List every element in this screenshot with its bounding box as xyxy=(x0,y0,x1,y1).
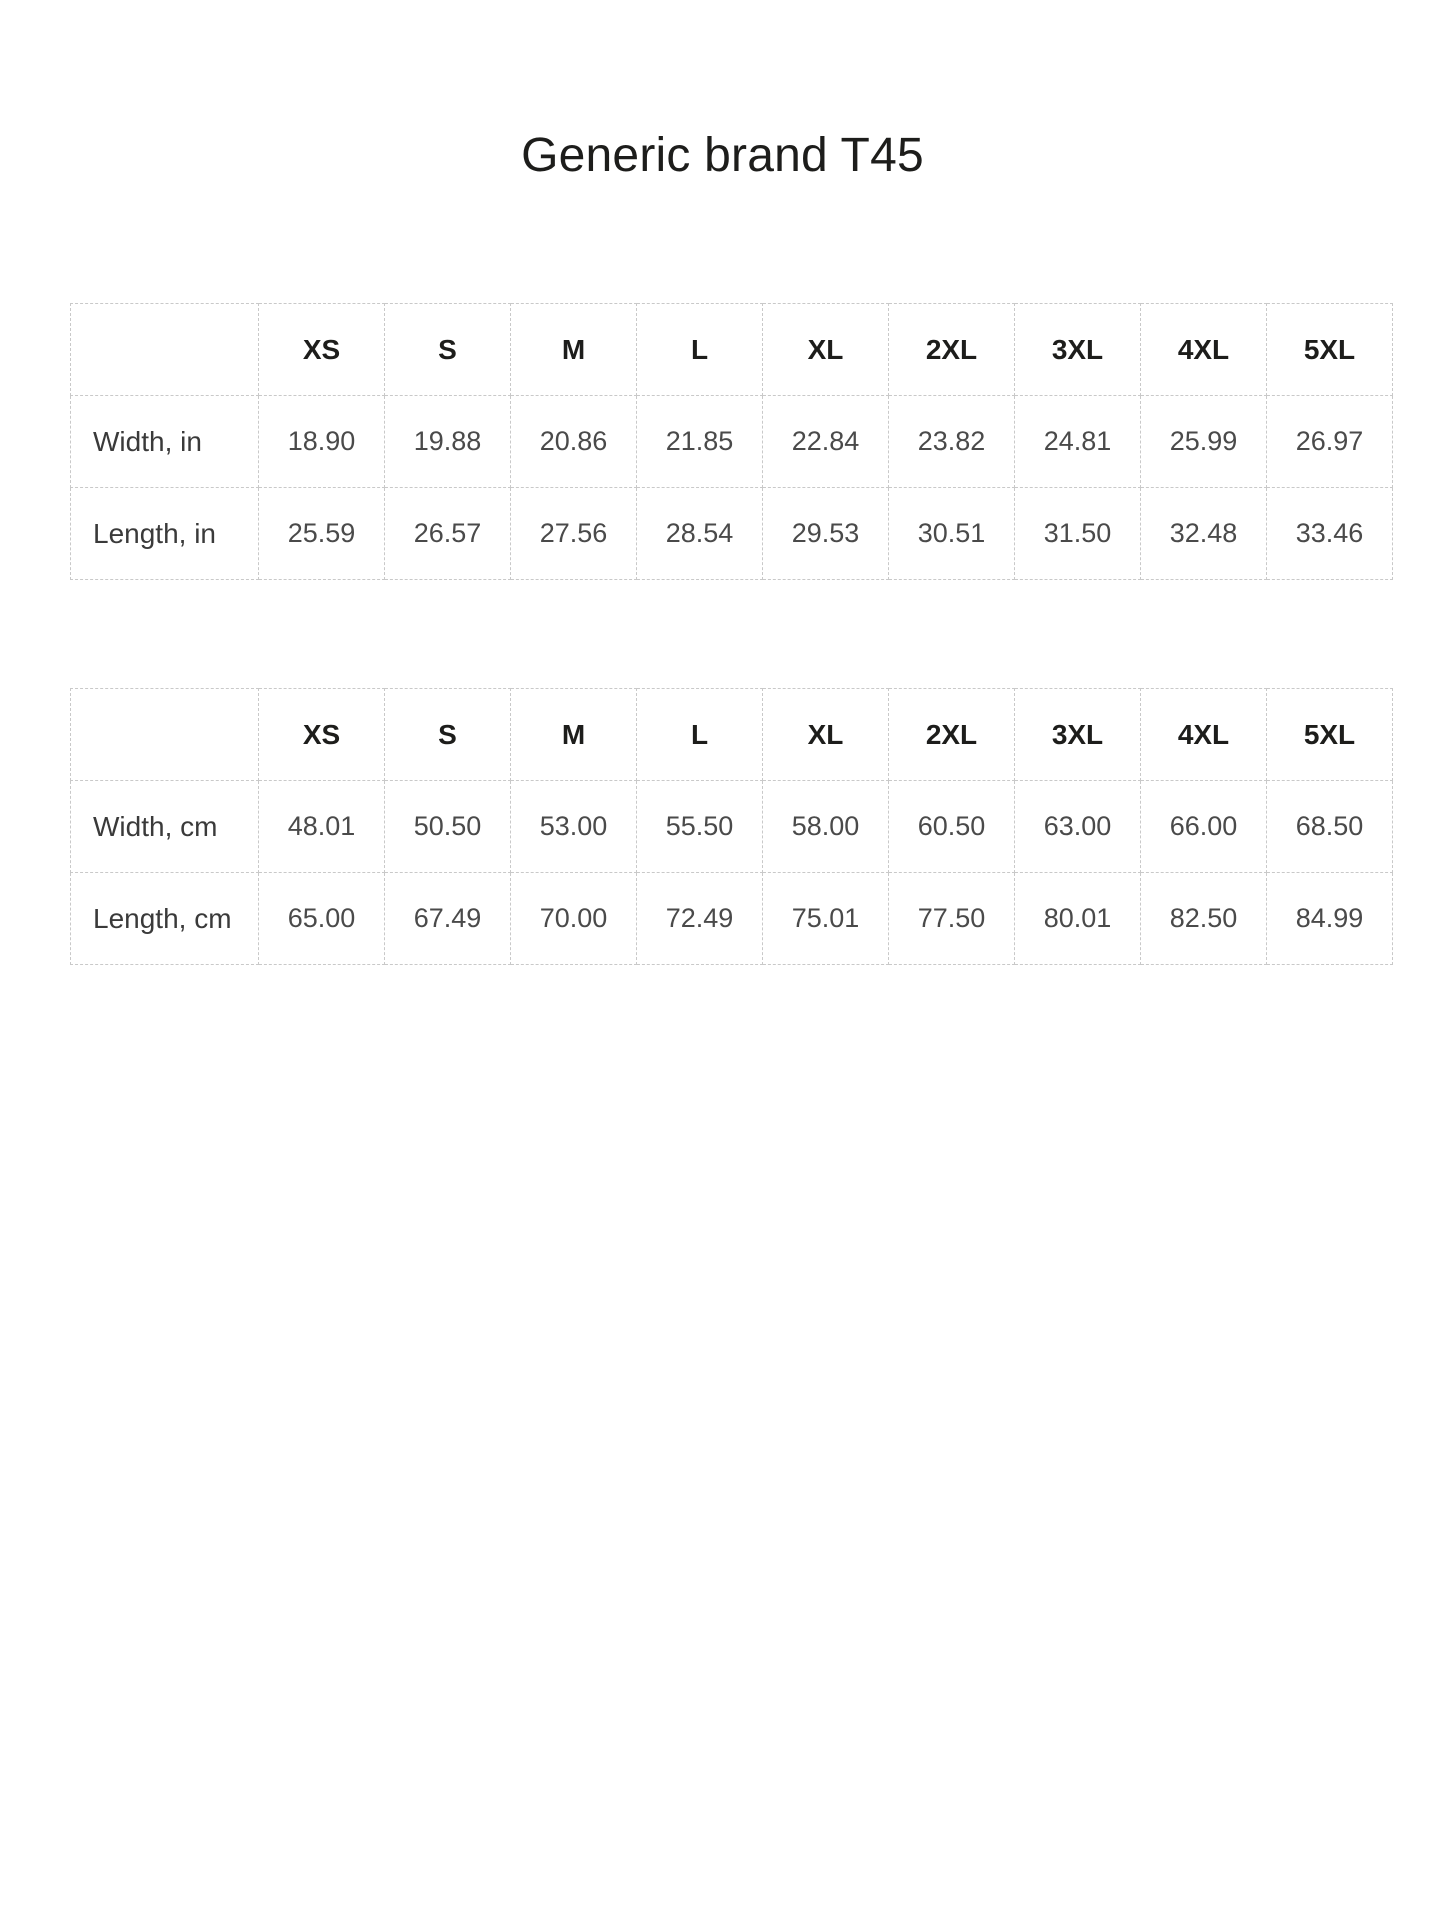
table-row xyxy=(71,396,1393,488)
table-row xyxy=(71,873,1393,965)
cell-length-cm-l: 72.49 xyxy=(637,873,763,965)
page-title: Generic brand T45 xyxy=(521,129,924,182)
column-header-l: L xyxy=(637,689,763,781)
column-header-xs: XS xyxy=(259,304,385,396)
column-header-s: S xyxy=(385,689,511,781)
row-label-width-cm: Width, cm xyxy=(71,781,259,873)
cell-width-cm-xl: 58.00 xyxy=(763,781,889,873)
column-header-xs: XS xyxy=(259,689,385,781)
cell-width-in-4xl: 25.99 xyxy=(1141,396,1267,488)
column-header-4xl: 4XL xyxy=(1141,304,1267,396)
cell-width-cm-4xl: 66.00 xyxy=(1141,781,1267,873)
cell-width-in-3xl: 24.81 xyxy=(1015,396,1141,488)
cell-length-cm-3xl: 80.01 xyxy=(1015,873,1141,965)
cell-length-in-l: 28.54 xyxy=(637,488,763,580)
column-header-m: M xyxy=(511,304,637,396)
size-tables-container xyxy=(0,303,1445,965)
cell-length-in-5xl: 33.46 xyxy=(1267,488,1393,580)
cell-length-cm-s: 67.49 xyxy=(385,873,511,965)
centimeters-size-table xyxy=(70,688,1393,965)
cell-length-in-2xl: 30.51 xyxy=(889,488,1015,580)
cell-width-cm-l: 55.50 xyxy=(637,781,763,873)
column-header-xl: XL xyxy=(763,304,889,396)
cell-width-cm-2xl: 60.50 xyxy=(889,781,1015,873)
cell-length-cm-xs: 65.00 xyxy=(259,873,385,965)
column-header-m: M xyxy=(511,689,637,781)
row-label-length-in: Length, in xyxy=(71,488,259,580)
cell-width-cm-3xl: 63.00 xyxy=(1015,781,1141,873)
column-header-3xl: 3XL xyxy=(1015,689,1141,781)
column-header-5xl: 5XL xyxy=(1267,304,1393,396)
cell-length-in-m: 27.56 xyxy=(511,488,637,580)
table-row xyxy=(71,781,1393,873)
cell-length-cm-4xl: 82.50 xyxy=(1141,873,1267,965)
cell-width-cm-m: 53.00 xyxy=(511,781,637,873)
table-header-row xyxy=(71,304,1393,396)
cell-length-cm-2xl: 77.50 xyxy=(889,873,1015,965)
cell-length-in-xl: 29.53 xyxy=(763,488,889,580)
cell-width-cm-5xl: 68.50 xyxy=(1267,781,1393,873)
cell-width-cm-xs: 48.01 xyxy=(259,781,385,873)
column-header-s: S xyxy=(385,304,511,396)
cell-length-cm-5xl: 84.99 xyxy=(1267,873,1393,965)
column-header-3xl: 3XL xyxy=(1015,304,1141,396)
cell-width-in-xl: 22.84 xyxy=(763,396,889,488)
column-header-2xl: 2XL xyxy=(889,689,1015,781)
table-row xyxy=(71,488,1393,580)
cell-width-in-s: 19.88 xyxy=(385,396,511,488)
column-header-l: L xyxy=(637,304,763,396)
cell-length-in-3xl: 31.50 xyxy=(1015,488,1141,580)
cell-width-in-m: 20.86 xyxy=(511,396,637,488)
table-corner-cell xyxy=(71,304,259,396)
cell-length-cm-m: 70.00 xyxy=(511,873,637,965)
cell-length-in-s: 26.57 xyxy=(385,488,511,580)
cell-width-in-2xl: 23.82 xyxy=(889,396,1015,488)
cell-length-in-4xl: 32.48 xyxy=(1141,488,1267,580)
table-corner-cell xyxy=(71,689,259,781)
cell-width-cm-s: 50.50 xyxy=(385,781,511,873)
cell-width-in-l: 21.85 xyxy=(637,396,763,488)
table-header-row xyxy=(71,689,1393,781)
column-header-4xl: 4XL xyxy=(1141,689,1267,781)
cell-length-cm-xl: 75.01 xyxy=(763,873,889,965)
row-label-length-cm: Length, cm xyxy=(71,873,259,965)
column-header-2xl: 2XL xyxy=(889,304,1015,396)
cell-width-in-5xl: 26.97 xyxy=(1267,396,1393,488)
column-header-5xl: 5XL xyxy=(1267,689,1393,781)
cell-length-in-xs: 25.59 xyxy=(259,488,385,580)
row-label-width-in: Width, in xyxy=(71,396,259,488)
column-header-xl: XL xyxy=(763,689,889,781)
cell-width-in-xs: 18.90 xyxy=(259,396,385,488)
inches-size-table xyxy=(70,303,1393,580)
